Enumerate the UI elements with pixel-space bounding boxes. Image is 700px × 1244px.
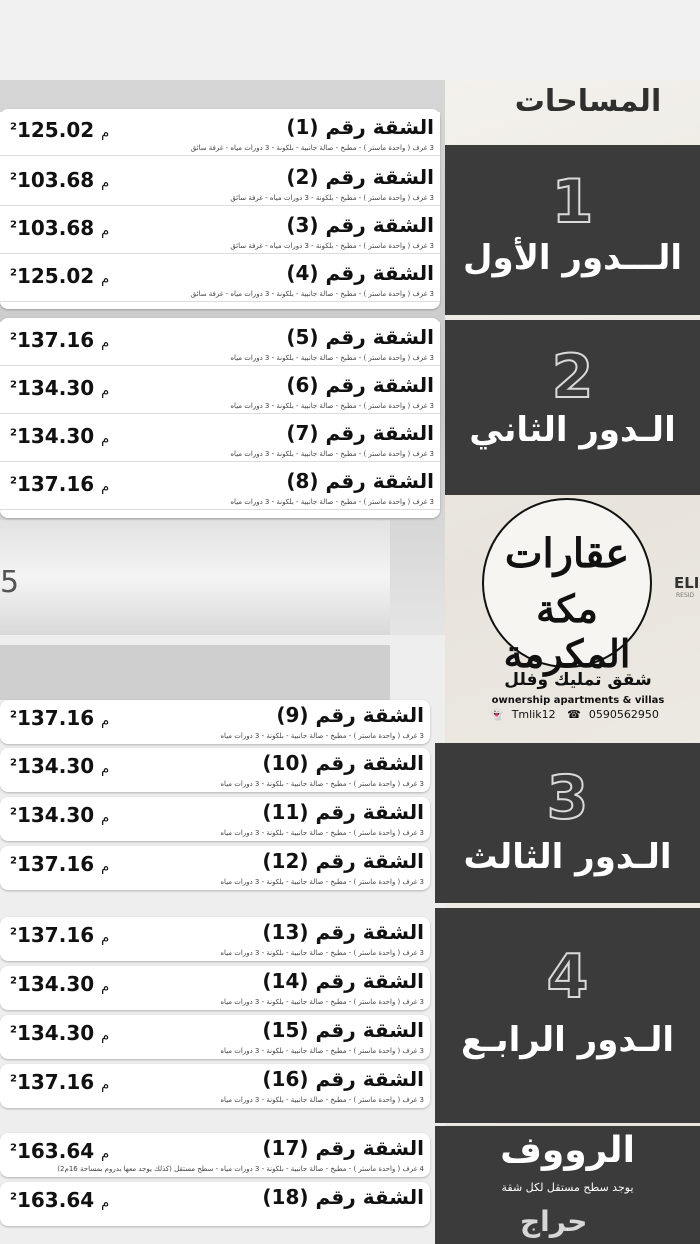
roof-note: يوجد سطح مستقل لكل شقة (501, 1181, 634, 1194)
apartment-area (10, 923, 109, 947)
unit-label: م (101, 480, 110, 495)
apartment-row (0, 748, 430, 792)
unit-superscript: 2 (10, 709, 17, 721)
apartment-area (10, 424, 109, 448)
unit-label: م (101, 762, 110, 777)
unit-label: م (101, 980, 110, 995)
unit-label: م (101, 432, 110, 447)
unit-label: م (101, 1196, 110, 1211)
apartment-description: 4 غرف ( واحدة ماستر ) - مطبخ - صالة جانبية - بلكونة - 3 دورات مياه - سطح مستقل (كذلك يوجد معها بدروم بمساحة 16م2) (57, 1165, 424, 1173)
unit-label: م (101, 811, 110, 826)
unit-superscript: 2 (10, 219, 17, 231)
area-value: 137.16 (16, 923, 95, 947)
apartment-row (0, 466, 440, 510)
apartment-name: الشقة رقم (13) (262, 920, 424, 944)
apartment-row (0, 258, 440, 302)
apartment-description: 3 غرف ( واحدة ماستر ) - مطبخ - صالة جانبية - بلكونة - 3 دورات مياه (230, 498, 434, 506)
floor-panel-1 (445, 145, 700, 315)
logo-line-2: مكة المكرمة (503, 586, 631, 676)
floor-panel-4 (435, 908, 700, 1123)
area-value: 134.30 (16, 803, 95, 827)
area-value: 103.68 (16, 216, 95, 240)
apartment-name: الشقة رقم (5) (286, 325, 434, 349)
unit-label: م (101, 384, 110, 399)
apartment-description: 3 غرف ( واحدة ماستر ) - مطبخ - صالة جانبية - بلكونة - 3 دورات مياه (220, 829, 424, 837)
apartment-name: الشقة رقم (8) (286, 469, 434, 493)
apartment-description: 3 غرف ( واحدة ماستر ) - مطبخ - صالة جانبية - بلكونة - 3 دورات مياه - غرفة سائق (190, 144, 434, 152)
area-value: 103.68 (16, 168, 95, 192)
unit-superscript: 2 (10, 926, 17, 938)
unit-label: م (101, 931, 110, 946)
unit-label: م (101, 1029, 110, 1044)
floor-number: 1 (551, 167, 594, 237)
apartment-row (0, 966, 430, 1010)
apartment-name: الشقة رقم (10) (262, 751, 424, 775)
unit-superscript: 2 (10, 855, 17, 867)
area-value: 137.16 (16, 472, 95, 496)
floor-number: 3 (546, 763, 589, 833)
floor-name: الـدور الرابـع (460, 1020, 675, 1060)
area-value: 134.30 (16, 972, 95, 996)
snapchat-handle: Tmlik12 (511, 708, 556, 721)
apartment-area (10, 803, 109, 827)
floor-name: الـــدور الأول (462, 238, 683, 278)
watermark: حراج (520, 1205, 588, 1238)
apartment-name: الشقة رقم (9) (276, 703, 424, 727)
floor-panel-2 (445, 320, 700, 495)
unit-superscript: 2 (10, 427, 17, 439)
apartment-description: 3 غرف ( واحدة ماستر ) - مطبخ - صالة جانبية - بلكونة - 3 دورات مياه (220, 878, 424, 886)
apartment-row (0, 322, 440, 366)
floor-number: 2 (551, 342, 594, 412)
side-brand-sub: RESID (676, 592, 695, 599)
unit-superscript: 2 (10, 267, 17, 279)
unit-superscript: 2 (10, 1024, 17, 1036)
apartment-description: 3 غرف ( واحدة ماستر ) - مطبخ - بلكونة - 3 دورات مياه - غرفة سائق (230, 194, 434, 202)
apartment-area (10, 1188, 109, 1212)
apartment-area (10, 118, 109, 142)
contact-row (490, 708, 680, 721)
apartment-description: 3 غرف ( واحدة ماستر ) - مطبخ - صالة جانبية - بلكونة - 3 دورات مياه (220, 1047, 424, 1055)
floor-name: الـدور الثاني (469, 410, 676, 450)
unit-label: م (101, 336, 110, 351)
area-value: 137.16 (16, 328, 95, 352)
brand-subtitle: ownership apartments & villas (491, 695, 665, 706)
unit-label: م (101, 1078, 110, 1093)
apartment-name: الشقة رقم (15) (262, 1018, 424, 1042)
apartment-name: الشقة رقم (6) (286, 373, 434, 397)
brand-logo (482, 498, 652, 676)
logo-line-1: عقارات (504, 530, 630, 577)
apartment-area (10, 1070, 109, 1094)
page-title: المساحات (514, 84, 662, 119)
apartment-description: 3 غرف ( واحدة ماستر ) - مطبخ - صالة جانبية - بلكونة - 3 دورات مياه (230, 402, 434, 410)
apartment-area (10, 1021, 109, 1045)
apartment-name: الشقة رقم (16) (262, 1067, 424, 1091)
apartment-row (0, 797, 430, 841)
phone-number: 0590562950 (588, 708, 659, 721)
area-value: 134.30 (16, 754, 95, 778)
unit-label: م (101, 714, 110, 729)
apartment-description: 3 غرف ( واحدة ماستر ) - مطبخ - صالة جانبية - بلكونة - 3 دورات مياه (220, 998, 424, 1006)
apartment-description: 3 غرف ( واحدة ماستر ) - مطبخ - صالة جانبية - بلكونة - 3 دورات مياه (220, 780, 424, 788)
apartment-description: 3 غرف ( واحدة ماستر ) - مطبخ - صالة جانبية - بلكونة - 3 دورات مياه (220, 732, 424, 740)
area-value: 137.16 (16, 706, 95, 730)
unit-superscript: 2 (10, 806, 17, 818)
apartment-name: الشقة رقم (11) (262, 800, 424, 824)
apartment-row (0, 112, 440, 156)
apartment-area (10, 852, 109, 876)
apartment-row (0, 846, 430, 890)
apartment-area (10, 706, 109, 730)
apartment-row (0, 700, 430, 744)
apartment-name: الشقة رقم (14) (262, 969, 424, 993)
unit-label: م (101, 126, 110, 141)
apartment-area (10, 972, 109, 996)
area-value: 134.30 (16, 1021, 95, 1045)
background-lower (0, 645, 390, 700)
apartment-row (0, 1182, 430, 1226)
apartment-area (10, 168, 109, 192)
apartment-name: الشقة رقم (1) (286, 115, 434, 139)
side-brand-mark: ELI (674, 574, 700, 592)
apartment-row (0, 162, 440, 206)
apartment-area (10, 472, 109, 496)
apartment-row (0, 1015, 430, 1059)
apartment-name: الشقة رقم (7) (286, 421, 434, 445)
area-value: 163.64 (16, 1188, 95, 1212)
apartment-area (10, 216, 109, 240)
unit-label: م (101, 860, 110, 875)
apartment-name: الشقة رقم (17) (262, 1136, 424, 1160)
area-value: 125.02 (16, 118, 95, 142)
apartment-description: 3 غرف ( واحدة ماستر ) - مطبخ - بلكونة - 3 دورات مياه - غرفة سائق (230, 242, 434, 250)
apartment-description: 3 غرف ( واحدة ماستر ) - مطبخ - صالة جانبية - بلكونة - 3 دورات مياه (230, 450, 434, 458)
apartment-area (10, 328, 109, 352)
apartment-row (0, 917, 430, 961)
unit-superscript: 2 (10, 1142, 17, 1154)
apartment-name: الشقة رقم (2) (286, 165, 434, 189)
area-value: 134.30 (16, 376, 95, 400)
unit-superscript: 2 (10, 757, 17, 769)
unit-superscript: 2 (10, 475, 17, 487)
apartment-description: 3 غرف ( واحدة ماستر ) - مطبخ - صالة جانبية - بلكونة - 3 دورات مياه (220, 1096, 424, 1104)
unit-label: م (101, 1147, 110, 1162)
apartment-name: الشقة رقم (3) (286, 213, 434, 237)
apartment-row (0, 370, 440, 414)
unit-superscript: 2 (10, 1191, 17, 1203)
brand-title: شقق تمليك وفلل (504, 670, 652, 690)
apartment-row (0, 210, 440, 254)
area-value: 125.02 (16, 264, 95, 288)
unit-superscript: 2 (10, 975, 17, 987)
apartment-area (10, 754, 109, 778)
floor-number: 4 (546, 942, 589, 1012)
apartment-description: 3 غرف ( واحدة ماستر ) - مطبخ - صالة جانبية - بلكونة - 3 دورات مياه (220, 949, 424, 957)
apartment-description: 3 غرف ( واحدة ماستر ) - مطبخ - صالة جانبية - بلكونة - 3 دورات مياه (230, 354, 434, 362)
apartment-area (10, 1139, 109, 1163)
snapchat-icon: 👻 (490, 708, 504, 721)
apartment-name: الشقة رقم (18) (262, 1185, 424, 1209)
floor-name: الـدور الثالث (463, 837, 672, 877)
unit-superscript: 2 (10, 331, 17, 343)
top-strip (0, 0, 700, 80)
unit-label: م (101, 176, 110, 191)
area-value: 137.16 (16, 1070, 95, 1094)
apartment-name: الشقة رقم (4) (286, 261, 434, 285)
unit-superscript: 2 (10, 171, 17, 183)
area-value: 163.64 (16, 1139, 95, 1163)
apartment-row (0, 1064, 430, 1108)
area-value: 134.30 (16, 424, 95, 448)
roof-title: الرووف (500, 1130, 635, 1171)
apartment-area (10, 264, 109, 288)
unit-superscript: 2 (10, 379, 17, 391)
background-room-photo (0, 520, 390, 635)
side-number: 5 (0, 565, 20, 600)
apartment-row (0, 418, 440, 462)
whatsapp-icon: ☎ (567, 708, 581, 721)
apartment-description: 3 غرف ( واحدة ماستر ) - مطبخ - صالة جانبية - بلكونة - 3 دورات مياه - غرفة سائق (190, 290, 434, 298)
unit-label: م (101, 272, 110, 287)
apartment-name: الشقة رقم (12) (262, 849, 424, 873)
unit-label: م (101, 224, 110, 239)
unit-superscript: 2 (10, 121, 17, 133)
apartment-area (10, 376, 109, 400)
floor-panel-3 (435, 743, 700, 903)
area-value: 137.16 (16, 852, 95, 876)
unit-superscript: 2 (10, 1073, 17, 1085)
apartment-row (0, 1133, 430, 1177)
